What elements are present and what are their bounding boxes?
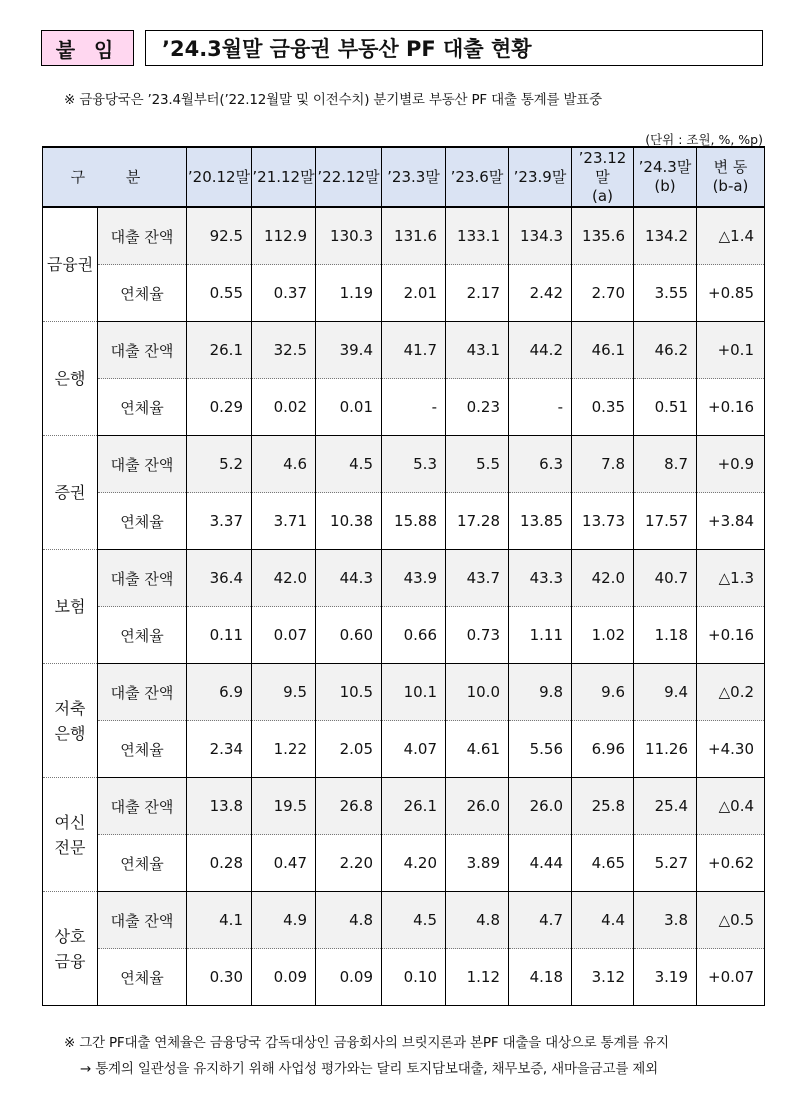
- attachment-tag: 붙 임: [41, 30, 134, 66]
- change-cell: +0.16: [697, 607, 765, 664]
- table-cell: 1.11: [509, 607, 572, 664]
- table-row: [43, 835, 765, 892]
- table-cell: 11.26: [634, 721, 697, 778]
- table-cell: 0.28: [187, 835, 252, 892]
- header-col-label: ’23.3말: [387, 167, 440, 186]
- table-cell: 26.1: [382, 778, 446, 835]
- table-cell: 0.01: [316, 379, 382, 436]
- table-cell: 2.20: [316, 835, 382, 892]
- table-cell: 10.38: [316, 493, 382, 550]
- table-cell: 9.5: [252, 664, 316, 721]
- table-cell: 13.73: [572, 493, 634, 550]
- table-row: [43, 493, 765, 550]
- table-cell: 5.56: [509, 721, 572, 778]
- header-col: [252, 147, 316, 207]
- table-cell: 134.2: [634, 207, 697, 265]
- table-cell: 43.7: [446, 550, 509, 607]
- change-cell: +3.84: [697, 493, 765, 550]
- table-cell: 2.05: [316, 721, 382, 778]
- header-col: [634, 147, 697, 207]
- table-cell: 0.73: [446, 607, 509, 664]
- pf-loan-table: [42, 146, 765, 1006]
- header-col-label: ’23.9말: [513, 167, 567, 186]
- table-cell: 2.70: [572, 265, 634, 322]
- table-cell: 19.5: [252, 778, 316, 835]
- table-cell: 25.4: [634, 778, 697, 835]
- table-cell: 4.7: [509, 892, 572, 949]
- row-label: 연체율: [98, 265, 187, 322]
- table-cell: -: [509, 379, 572, 436]
- row-label: 대출 잔액: [98, 322, 187, 379]
- table-cell: 0.51: [634, 379, 697, 436]
- footnote: ※ 그간 PF대출 연체율은 금융당국 감독대상인 금융회사의 브릿지론과 본PF 대출을 대상으로 통계를 유지: [64, 1035, 669, 1051]
- row-label: 연체율: [98, 949, 187, 1006]
- table-cell: 10.0: [446, 664, 509, 721]
- table-cell: 4.07: [382, 721, 446, 778]
- row-label: 연체율: [98, 721, 187, 778]
- header-col: [509, 147, 572, 207]
- table-cell: 4.8: [446, 892, 509, 949]
- table-cell: 1.19: [316, 265, 382, 322]
- table-cell: 25.8: [572, 778, 634, 835]
- table-cell: 0.23: [446, 379, 509, 436]
- table-body: [43, 207, 765, 1006]
- change-cell: +0.16: [697, 379, 765, 436]
- table-cell: 43.9: [382, 550, 446, 607]
- table-cell: 10.5: [316, 664, 382, 721]
- row-label: 연체율: [98, 835, 187, 892]
- group-label: 저축 은행: [43, 664, 98, 778]
- table-cell: 92.5: [187, 207, 252, 265]
- header-col: [572, 147, 634, 207]
- change-cell: +0.1: [697, 322, 765, 379]
- table-cell: 8.7: [634, 436, 697, 493]
- table-cell: 4.18: [509, 949, 572, 1006]
- row-label: 대출 잔액: [98, 778, 187, 835]
- change-cell: △0.2: [697, 664, 765, 721]
- table-cell: 41.7: [382, 322, 446, 379]
- table-cell: 17.57: [634, 493, 697, 550]
- table-cell: 43.1: [446, 322, 509, 379]
- table-row: [43, 322, 765, 379]
- table-row: [43, 778, 765, 835]
- row-label: 연체율: [98, 493, 187, 550]
- header-col: [187, 147, 252, 207]
- notice-text: ※ 금융당국은 ’23.4월부터(’22.12월말 및 이전수치) 분기별로 부동산 PF 대출 통계를 발표중: [64, 92, 602, 108]
- change-cell: △1.4: [697, 207, 765, 265]
- table-cell: 2.34: [187, 721, 252, 778]
- table-cell: 4.20: [382, 835, 446, 892]
- header-col: [316, 147, 382, 207]
- group-label: 여신 전문: [43, 778, 98, 892]
- table-cell: 4.1: [187, 892, 252, 949]
- table-cell: 2.17: [446, 265, 509, 322]
- table-cell: 2.42: [509, 265, 572, 322]
- table-cell: 46.2: [634, 322, 697, 379]
- table-cell: 5.5: [446, 436, 509, 493]
- table-cell: 26.0: [446, 778, 509, 835]
- footnote: → 통계의 일관성을 유지하기 위해 사업성 평가와는 달리 토지담보대출, 채무보증, 새마을금고를 제외: [80, 1061, 658, 1077]
- table-cell: 0.09: [252, 949, 316, 1006]
- table-cell: 46.1: [572, 322, 634, 379]
- table-cell: 1.12: [446, 949, 509, 1006]
- table-cell: 13.85: [509, 493, 572, 550]
- table-cell: 3.89: [446, 835, 509, 892]
- table-cell: 0.11: [187, 607, 252, 664]
- table-cell: 15.88: [382, 493, 446, 550]
- table-cell: 0.37: [252, 265, 316, 322]
- table-cell: 3.12: [572, 949, 634, 1006]
- table-row: [43, 436, 765, 493]
- group-label: 은행: [43, 322, 98, 436]
- header-col-label: ’20.12말: [187, 167, 251, 186]
- table-cell: 6.9: [187, 664, 252, 721]
- table-cell: 133.1: [446, 207, 509, 265]
- change-cell: +0.9: [697, 436, 765, 493]
- header-col-label: 변 동 (b-a): [712, 158, 749, 195]
- header-category: 구 분: [43, 147, 187, 207]
- table-cell: 5.27: [634, 835, 697, 892]
- header-col: [697, 147, 765, 207]
- table-cell: 17.28: [446, 493, 509, 550]
- change-cell: △0.4: [697, 778, 765, 835]
- table-cell: 0.55: [187, 265, 252, 322]
- table-cell: 43.3: [509, 550, 572, 607]
- table-cell: 134.3: [509, 207, 572, 265]
- table-row: [43, 379, 765, 436]
- table-row: [43, 265, 765, 322]
- table-cell: 4.4: [572, 892, 634, 949]
- header: [41, 30, 763, 66]
- table-cell: 39.4: [316, 322, 382, 379]
- table-cell: 0.10: [382, 949, 446, 1006]
- table-cell: 0.29: [187, 379, 252, 436]
- table-row: [43, 664, 765, 721]
- header-col-label: ’22.12말: [317, 167, 380, 186]
- table-cell: 0.07: [252, 607, 316, 664]
- table-cell: 135.6: [572, 207, 634, 265]
- table-cell: 0.35: [572, 379, 634, 436]
- table-cell: 9.4: [634, 664, 697, 721]
- row-label: 연체율: [98, 379, 187, 436]
- header-col: [382, 147, 446, 207]
- row-label: 연체율: [98, 607, 187, 664]
- table-cell: 0.66: [382, 607, 446, 664]
- change-cell: +0.85: [697, 265, 765, 322]
- table-cell: 13.8: [187, 778, 252, 835]
- table-cell: 1.18: [634, 607, 697, 664]
- table-row: [43, 607, 765, 664]
- table-cell: 112.9: [252, 207, 316, 265]
- table-header-row: [43, 147, 765, 207]
- table-cell: 42.0: [252, 550, 316, 607]
- table-cell: 2.01: [382, 265, 446, 322]
- table-cell: 0.09: [316, 949, 382, 1006]
- header-col-label: ’24.3말 (b): [638, 158, 692, 195]
- table-cell: 0.60: [316, 607, 382, 664]
- table-cell: 6.3: [509, 436, 572, 493]
- table-cell: 0.47: [252, 835, 316, 892]
- table-cell: 5.3: [382, 436, 446, 493]
- table-cell: 44.3: [316, 550, 382, 607]
- group-label: 금융권: [43, 207, 98, 322]
- table-cell: 10.1: [382, 664, 446, 721]
- table-row: [43, 949, 765, 1006]
- table-cell: 5.2: [187, 436, 252, 493]
- header-col-label: ’23.6말: [450, 167, 504, 186]
- group-label: 상호 금융: [43, 892, 98, 1006]
- table-cell: 40.7: [634, 550, 697, 607]
- table-cell: 4.5: [382, 892, 446, 949]
- table-cell: 130.3: [316, 207, 382, 265]
- table-cell: 26.8: [316, 778, 382, 835]
- page-title: ’24.3월말 금융권 부동산 PF 대출 현황: [145, 30, 763, 66]
- row-label: 대출 잔액: [98, 550, 187, 607]
- table-row: [43, 721, 765, 778]
- table-cell: 0.02: [252, 379, 316, 436]
- table-cell: 3.8: [634, 892, 697, 949]
- table-cell: 26.0: [509, 778, 572, 835]
- header-col-label: ’23.12말 (a): [578, 148, 627, 205]
- change-cell: △0.5: [697, 892, 765, 949]
- row-label: 대출 잔액: [98, 664, 187, 721]
- table-cell: 0.30: [187, 949, 252, 1006]
- table-cell: 42.0: [572, 550, 634, 607]
- table-cell: 1.22: [252, 721, 316, 778]
- table-cell: 36.4: [187, 550, 252, 607]
- group-label: 보험: [43, 550, 98, 664]
- header-col: [446, 147, 509, 207]
- table-cell: 4.44: [509, 835, 572, 892]
- table-cell: 4.61: [446, 721, 509, 778]
- table-row: [43, 892, 765, 949]
- table-row: [43, 550, 765, 607]
- table-cell: 9.8: [509, 664, 572, 721]
- table-cell: 4.6: [252, 436, 316, 493]
- table-cell: 26.1: [187, 322, 252, 379]
- table-cell: 7.8: [572, 436, 634, 493]
- row-label: 대출 잔액: [98, 892, 187, 949]
- change-cell: +0.62: [697, 835, 765, 892]
- table-cell: 4.65: [572, 835, 634, 892]
- table-cell: 4.9: [252, 892, 316, 949]
- table-cell: 131.6: [382, 207, 446, 265]
- change-cell: +0.07: [697, 949, 765, 1006]
- row-label: 대출 잔액: [98, 207, 187, 265]
- table-cell: 9.6: [572, 664, 634, 721]
- row-label: 대출 잔액: [98, 436, 187, 493]
- table-cell: 3.55: [634, 265, 697, 322]
- header-col-label: ’21.12말: [252, 167, 315, 186]
- table-cell: 44.2: [509, 322, 572, 379]
- table-cell: 4.8: [316, 892, 382, 949]
- table-cell: 3.19: [634, 949, 697, 1006]
- table-row: [43, 207, 765, 265]
- table-cell: 1.02: [572, 607, 634, 664]
- table-cell: 6.96: [572, 721, 634, 778]
- table-cell: 32.5: [252, 322, 316, 379]
- group-label: 증권: [43, 436, 98, 550]
- table-cell: -: [382, 379, 446, 436]
- table-cell: 3.71: [252, 493, 316, 550]
- change-cell: △1.3: [697, 550, 765, 607]
- unit-label: (단위 : 조원, %, %p): [645, 132, 763, 147]
- table-cell: 3.37: [187, 493, 252, 550]
- change-cell: +4.30: [697, 721, 765, 778]
- table-cell: 4.5: [316, 436, 382, 493]
